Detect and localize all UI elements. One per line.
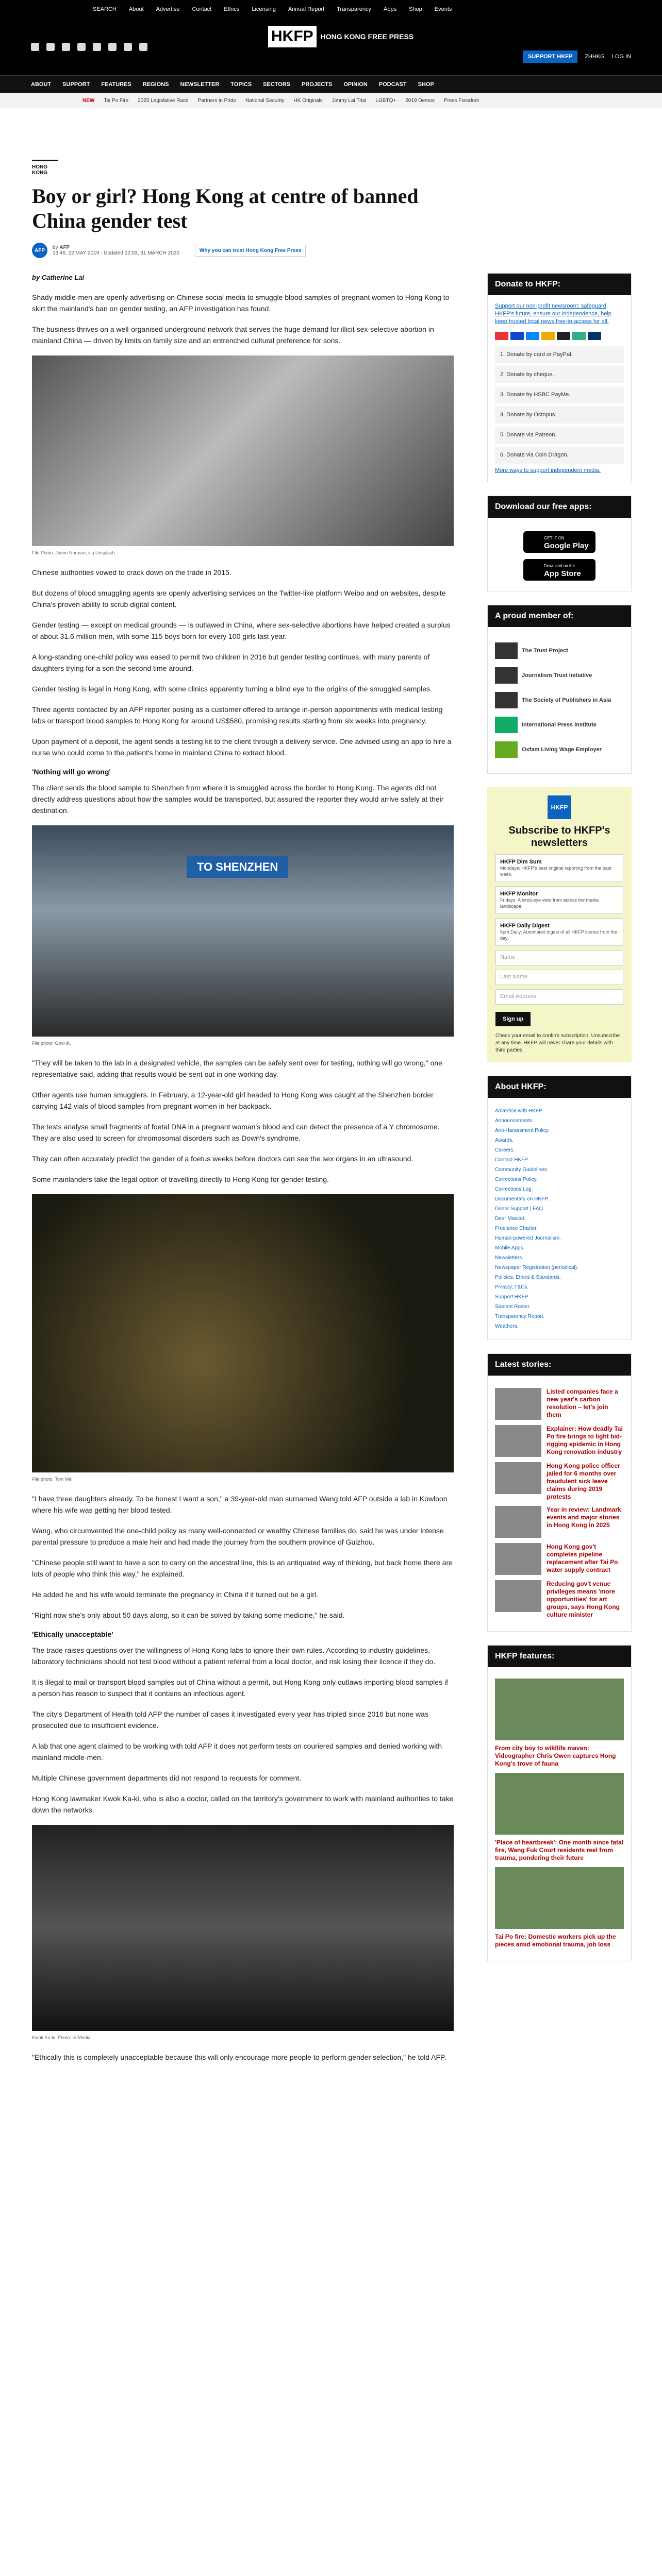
main-nav [0,75,662,93]
login-link[interactable]: LOG IN [611,54,631,60]
paragraph: Wang, who circumvented the one-child policy as many well-connected or wealthy Chinese families do, said he was under intense parental pressure to produce a male heir and had made the journey from the southern province of Guizhou. [32,1527,444,1546]
subnav-item[interactable]: Tai Po Fire [104,97,129,104]
new-badge: NEW [82,97,95,104]
member-logo-mark [495,741,518,758]
paragraph: A lab that one agent claimed to be working with told AFP it does not perform tests on couriered samples and denied working with mainland middle-men. [32,1742,442,1761]
story-title: Explainer: How deadly Tai Po fire brings to light bid-rigging epidemic in Hong Kong renovation industry [547,1425,623,1455]
features-list [488,1667,631,1961]
rss-icon[interactable] [139,43,147,51]
instagram-icon[interactable] [62,43,70,51]
about-link[interactable]: Policies, Ethics & Standards. [495,1275,561,1280]
mastercard-icon [495,332,508,340]
about-link[interactable]: Awards. [495,1138,514,1143]
paragraph: The trade raises questions over the willingness of Hong Kong labs to ignore their own rules. According to industry guidelines, laboratory technicians should not test blood without a patient referral from a local doctor, and risk losing their licence if they do. [32,1646,436,1666]
newsletter-logo: HKFP [548,795,571,819]
about-link[interactable]: Advertise with HKFP. [495,1108,543,1114]
app-store-label: App Store [544,569,581,578]
paragraph: Chinese authorities vowed to crack down on the trade in 2015. [32,568,231,577]
x-icon[interactable] [46,43,55,51]
newsletter-option-desc: Fridays: A birds-eye view from across the media landscape. [500,897,599,909]
paragraph: They can often accurately predict the gender of a foetus weeks before doctors can see the sex organs in an ultrasound. [32,1155,413,1163]
paragraph: "Ethically this is completely unacceptable because this will only encourage more people to perform gender selection," he told AFP. [32,2053,446,2061]
newsletter-option-desc: 6pm Daily: Automated digest of all HKFP stories from the day. [500,929,617,941]
subheading: 'Ethically unacceptable' [32,1630,113,1638]
paragraph: "Right now she's only about 50 days along, so it can be solved by taking some medicine," he said. [32,1611,345,1619]
nav-item[interactable]: PROJECTS [302,81,333,88]
subnav-item[interactable]: Press Freedom [443,97,479,104]
article-title: Boy or girl? Hong Kong at centre of banned China gender test [32,184,419,232]
linkedin-icon[interactable] [93,43,101,51]
baby-photo [32,355,454,546]
latest-story[interactable] [495,1462,624,1501]
story-thumbnail [495,1462,541,1494]
googlepay-icon [572,332,586,340]
subheading: 'Nothing will go wrong' [32,768,111,776]
name-input[interactable]: Name [495,950,623,965]
feature-image[interactable] [495,1679,624,1740]
members-title: A proud member of: [488,605,631,627]
logo-mark: HKFP [268,26,317,47]
nav-item[interactable]: SUPPORT [62,81,90,88]
site-header [0,19,662,75]
newsletter-option[interactable] [495,886,623,914]
donate-option[interactable]: 5. Donate via Patreon. [495,427,624,444]
donate-box [487,273,632,482]
google-play-label: Google Play [544,541,589,550]
signup-button[interactable]: Sign up [495,1012,531,1026]
paragraph: "They will be taken to the lab in a designated vehicle, the samples can be safely sent over for testing, nothing will go wrong," one representative said, adding that results would be sent out in one working day. [32,1059,442,1078]
member-name: Journalism Trust Initiative [522,672,592,679]
story-thumbnail [495,1580,541,1612]
about-link[interactable]: Privacy, T&Cs. [495,1284,529,1290]
about-link[interactable]: Donor Support | FAQ. [495,1206,544,1212]
paragraph: Multiple Chinese government departments did not respond to requests for comment. [32,1774,302,1782]
sub-nav [0,93,662,108]
caption: File photo: GovHK. [32,1041,72,1046]
nav-item[interactable]: NEWSLETTER [180,81,220,88]
nav-item[interactable]: SECTORS [263,81,291,88]
about-link[interactable]: Careers. [495,1147,515,1153]
last-name-input[interactable]: Last Name [495,970,623,985]
applepay-icon [557,332,570,340]
about-link[interactable]: Student Roster. [495,1304,531,1310]
about-link[interactable]: Transparency Report. [495,1314,545,1319]
about-link[interactable]: Freelance Charter. [495,1226,538,1231]
threads-icon[interactable] [77,43,86,51]
nav-item[interactable]: OPINION [343,81,368,88]
newsletter-option-name: HKFP Daily Digest [500,923,550,929]
subnav-item[interactable]: Partners in Pride [197,97,237,104]
newsletter-option-name: HKFP Dim Sum [500,859,542,865]
apps-title: Download our free apps: [488,496,631,518]
feature-title[interactable]: Tai Po fire: Domestic workers pick up the pieces amid emotional trauma, job loss [495,1933,616,1948]
story-title: Hong Kong police officer jailed for 6 months over fraudulent sick leave claims during 2019 protests [547,1462,620,1500]
paragraph: The business thrives on a well-organised underground network that serves the huge demand for illicit sex-selective abortion in mainland China — driven by limits on family size and an entrenched cultural preference for sons. [32,325,434,345]
article [32,144,454,2072]
feature-title[interactable]: From city boy to wildlife maven: Videographer Chris Owen captures Hong Kong's trove of fauna [495,1744,616,1767]
member-logo[interactable] [495,642,624,659]
language-switch[interactable]: ZHHKG [585,54,605,60]
site-logo[interactable] [268,26,413,47]
top-link[interactable]: Contact [192,6,212,12]
about-links [488,1098,631,1340]
about-link[interactable]: Documentary on HKFP. [495,1196,549,1202]
donate-option[interactable]: 1. Donate by card or PayPal. [495,346,624,363]
latest-list [488,1376,631,1631]
app-store-small: Download on the [544,564,575,568]
paragraph: Shady middle-men are openly advertising on Chinese social media to smuggle blood samples of pregnant women to Hong Kong to skirt the mainland's ban on gender testing, an AFP investigation has found. [32,293,450,313]
members-box [487,605,632,774]
latest-story[interactable] [495,1506,624,1538]
about-link[interactable]: Weathers. [495,1324,519,1329]
paypal-icon [588,332,601,340]
caption: File photo: Tom Mei. [32,1477,74,1482]
paragraph: Other agents use human smugglers. In February, a 12-year-old girl headed to Hong Kong was caught at the Shenzhen border carrying 142 vials of blood samples from pregnant women in her backpack. [32,1091,434,1110]
more-ways-link[interactable]: More ways to support independent media. [495,467,601,473]
member-logo-mark [495,667,518,684]
feature-image[interactable] [495,1773,624,1835]
subnav-item[interactable]: 2019 Demos [405,97,435,104]
paragraph: Some mainlanders take the legal option of travelling directly to Hong Kong for gender testing. [32,1175,329,1183]
nav-item[interactable]: TOPICS [230,81,252,88]
logo-name: HONG KONG FREE PRESS [320,32,414,41]
member-name: Oxfam Living Wage Employer [522,746,602,753]
header-actions [523,50,631,63]
app-store-button[interactable] [523,559,595,581]
latest-story[interactable] [495,1425,624,1457]
about-link[interactable]: Human-powered Journalism. [495,1235,561,1241]
nav-item[interactable]: REGIONS [142,81,169,88]
paragraph: He added he and his wife would terminate the pregnancy in China if it turned out be a girl. [32,1590,318,1599]
google-play-small: GET IT ON [544,536,565,540]
story-thumbnail [495,1425,541,1457]
top-link[interactable]: Transparency [337,6,371,12]
about-link[interactable]: Community Guidelines. [495,1167,549,1173]
top-link[interactable]: Licensing [252,6,276,12]
caption: Kwok Ka-ki. Photo: In-Media. [32,2035,92,2040]
silhouette-photo [32,1194,454,1472]
story-title: Year in review: Landmark events and major stories in Hong Kong in 2025 [547,1506,621,1529]
paragraph: Three agents contacted by an AFP reporter posing as a customer offered to arrange in-person appointments with medical testing labs or transport blood samples to Hong Kong for around US$580, promising results starting from six weeks into pregnancy. [32,705,443,725]
donate-option[interactable]: 6. Donate via Coin Dragon. [495,447,624,464]
payment-icons [495,332,624,340]
member-logo-mark [495,692,518,708]
about-link[interactable]: Anti-Harassment Policy. [495,1128,550,1133]
about-link[interactable]: Deer Mascot. [495,1216,526,1222]
byline [32,243,454,258]
paragraph: Upon payment of a deposit, the agent sends a testing kit to the client through a delivery service. One advised using an app to hire a nurse who could come to the patient's home in mainland China to extract blood. [32,737,452,757]
top-utility-bar [0,0,662,19]
latest-box [487,1353,632,1632]
paragraph: A long-standing one-child policy was eased to permit two children in 2016 but gender testing continues, with many parents of daughters trying for a son the second time around. [32,653,430,672]
donate-title: Donate to HKFP: [488,274,631,295]
newsletter-title: Subscribe to HKFP's newsletters [508,825,610,849]
subnav-item[interactable]: HK Originals [293,97,323,104]
member-logo[interactable] [495,667,624,684]
newsletter-note: Check your email to confirm subscription. Unsubscribe at any time. HKFP will never share your details with third parties. [495,1033,620,1053]
nav-item[interactable]: SHOP [418,81,434,88]
by-label: by [53,245,58,250]
about-link[interactable]: Newspaper Registration (periodical). [495,1265,578,1270]
category-label[interactable]: HONG KONG [32,160,58,176]
newsletter-option-name: HKFP Monitor [500,891,538,897]
member-name: The Trust Project [522,647,568,654]
paragraph: The city's Department of Health told AFP the number of cases it investigated every year has tripled since 2016 but none was prosecuted due to insufficient evidence. [32,1710,428,1730]
member-name: The Society of Publishers in Asia [522,697,611,703]
about-box [487,1076,632,1340]
member-logo[interactable] [495,692,624,708]
story-thumbnail [495,1506,541,1538]
top-link[interactable]: Shop [409,6,422,12]
about-link[interactable]: Newsletters. [495,1255,524,1261]
newsletter-option[interactable] [495,854,623,882]
donate-option[interactable]: 2. Donate by cheque. [495,366,624,383]
avatar: AFP [32,243,47,258]
author-name: by Catherine Lai [32,274,85,281]
member-logo-mark [495,717,518,733]
paragraph: Gender testing — except on medical grounds — is outlawed in China, where sex-selective abortions have helped created a surplus of about 31.6 million men, with some 115 boys born for every 100 girls last year. [32,621,451,640]
sidebar [487,273,632,1975]
amex-icon [526,332,539,340]
top-link[interactable]: Annual Report [288,6,325,12]
latest-title: Latest stories: [488,1354,631,1376]
unionpay-icon [541,332,555,340]
top-link[interactable]: Ethics [224,6,240,12]
paragraph: Hong Kong lawmaker Kwok Ka-ki, who is also a doctor, called on the territory's government to work with mainland authorities to take down the networks. [32,1794,454,1814]
latest-story[interactable] [495,1580,624,1619]
shenzhen-sign: TO SHENZHEN [187,856,288,878]
top-link[interactable]: SEARCH [93,6,117,12]
features-title: HKFP features: [488,1646,631,1667]
border-photo [32,825,454,1037]
about-link[interactable]: Mobile Apps. [495,1245,525,1251]
apps-box [487,496,632,591]
member-logo[interactable] [495,741,624,758]
about-link[interactable]: Support HKFP. [495,1294,529,1300]
top-link[interactable]: About [128,6,144,12]
subnav-item[interactable]: 2025 Legislative Race [138,97,189,104]
trust-link[interactable]: Why you can trust Hong Kong Free Press [195,245,306,257]
member-logo-mark [495,642,518,659]
story-title: Listed companies face a new year's carbon resolution – let's join them [547,1388,618,1418]
about-link[interactable]: Contact HKFP. [495,1157,529,1163]
about-link[interactable]: Announcements. [495,1118,534,1124]
latest-story[interactable] [495,1388,624,1420]
youtube-icon[interactable] [108,43,117,51]
social-icons [31,43,147,51]
about-title: About HKFP: [488,1076,631,1098]
email-input[interactable]: Email Address [495,989,623,1005]
newsletter-option-desc: Mondays: HKFP's best original reporting from the past week. [500,866,611,877]
paragraph: The tests analyse small fragments of foetal DNA in a pregnant woman's blood and can detect the presence of a Y chromosome. They are also used to screen for chromosomal disorders such as Down's syndrome. [32,1123,440,1142]
google-play-button[interactable] [523,531,595,553]
about-link[interactable]: Corrections Log. [495,1187,533,1192]
subnav-item[interactable]: LGBTQ+ [375,97,396,104]
subnav-item[interactable]: National Security [245,97,285,104]
story-thumbnail [495,1543,541,1575]
subnav-item[interactable]: Jimmy Lai Trial [332,97,367,104]
donate-text[interactable]: Support our non-profit newsroom: safeguard HKFP's future, ensure our independence, help keep trusted local news free-to-access for all. [495,303,611,325]
paragraph: "I have three daughters already. To be honest I want a son," a 39-year-old man surnamed Wang told AFP outside a lab in Kowloon where his wife was getting her blood tested. [32,1495,448,1514]
donate-option[interactable]: 4. Donate by Octopus. [495,406,624,423]
utility-links [93,6,452,12]
feature-title[interactable]: 'Place of heartbreak': One month since fatal fire, Wang Fuk Court residents reel from trauma, pondering their future [495,1839,624,1861]
caption: File Photo: Jaime Norman, via Unsplash. [32,550,117,555]
story-thumbnail [495,1388,541,1420]
member-name: International Press Institute [522,721,597,728]
donate-option[interactable]: 3. Donate by HSBC PayMe. [495,386,624,403]
whatsapp-icon[interactable] [124,43,132,51]
newsletter-box [487,787,632,1062]
support-button[interactable]: SUPPORT HKFP [523,50,577,63]
nav-item[interactable]: PODCAST [378,81,407,88]
features-box [487,1645,632,1961]
nav-item[interactable]: ABOUT [31,81,52,88]
paragraph: The client sends the blood sample to Shenzhen from where it is smuggled across the border to Hong Kong. The agents did not directly address questions about how the samples would be transported, but assured the reporter they would arrive safely at their destination. [32,784,444,815]
top-link[interactable]: Events [434,6,452,12]
story-title: Reducing gov't venue privileges means 'more opportunities' for art groups, says Hong Kong culture minister [547,1580,620,1618]
top-link[interactable]: Advertise [156,6,180,12]
paragraph: Gender testing is legal in Hong Kong, with some clinics apparently turning a blind eye to the origins of the smuggled samples. [32,685,432,693]
newsletter-option[interactable] [495,918,623,946]
nav-item[interactable]: FEATURES [101,81,131,88]
about-link[interactable]: Corrections Policy. [495,1177,538,1182]
visa-icon [510,332,524,340]
member-logo[interactable] [495,717,624,733]
latest-story[interactable] [495,1543,624,1575]
paragraph: "Chinese people still want to have a son to carry on the ancestral line, this is an antiquated way of thinking, but back home there are lots of people who think this way," he explained. [32,1558,453,1578]
facebook-icon[interactable] [31,43,39,51]
paragraph: But dozens of blood smuggling agents are openly advertising services on the Twitter-like platform Weibo and on websites, despite China's proven ability to scrub digital content. [32,589,446,608]
article-dates: 13:46, 22 MAY 2019 · Updated 22:03, 31 MARCH 2020 [53,250,179,256]
author-org[interactable]: AFP [59,245,70,250]
paragraph: It is illegal to mail or transport blood samples out of China without a permit, but Hong Kong only outlaws importing blood samples if a person has reason to suspect that it contains an infectious agent. [32,1678,448,1698]
kwok-photo [32,1825,454,2031]
top-link[interactable]: Apps [384,6,397,12]
feature-image[interactable] [495,1867,624,1929]
story-title: Hong Kong gov't completes pipeline replacement after Tai Po water supply contract [547,1543,618,1573]
